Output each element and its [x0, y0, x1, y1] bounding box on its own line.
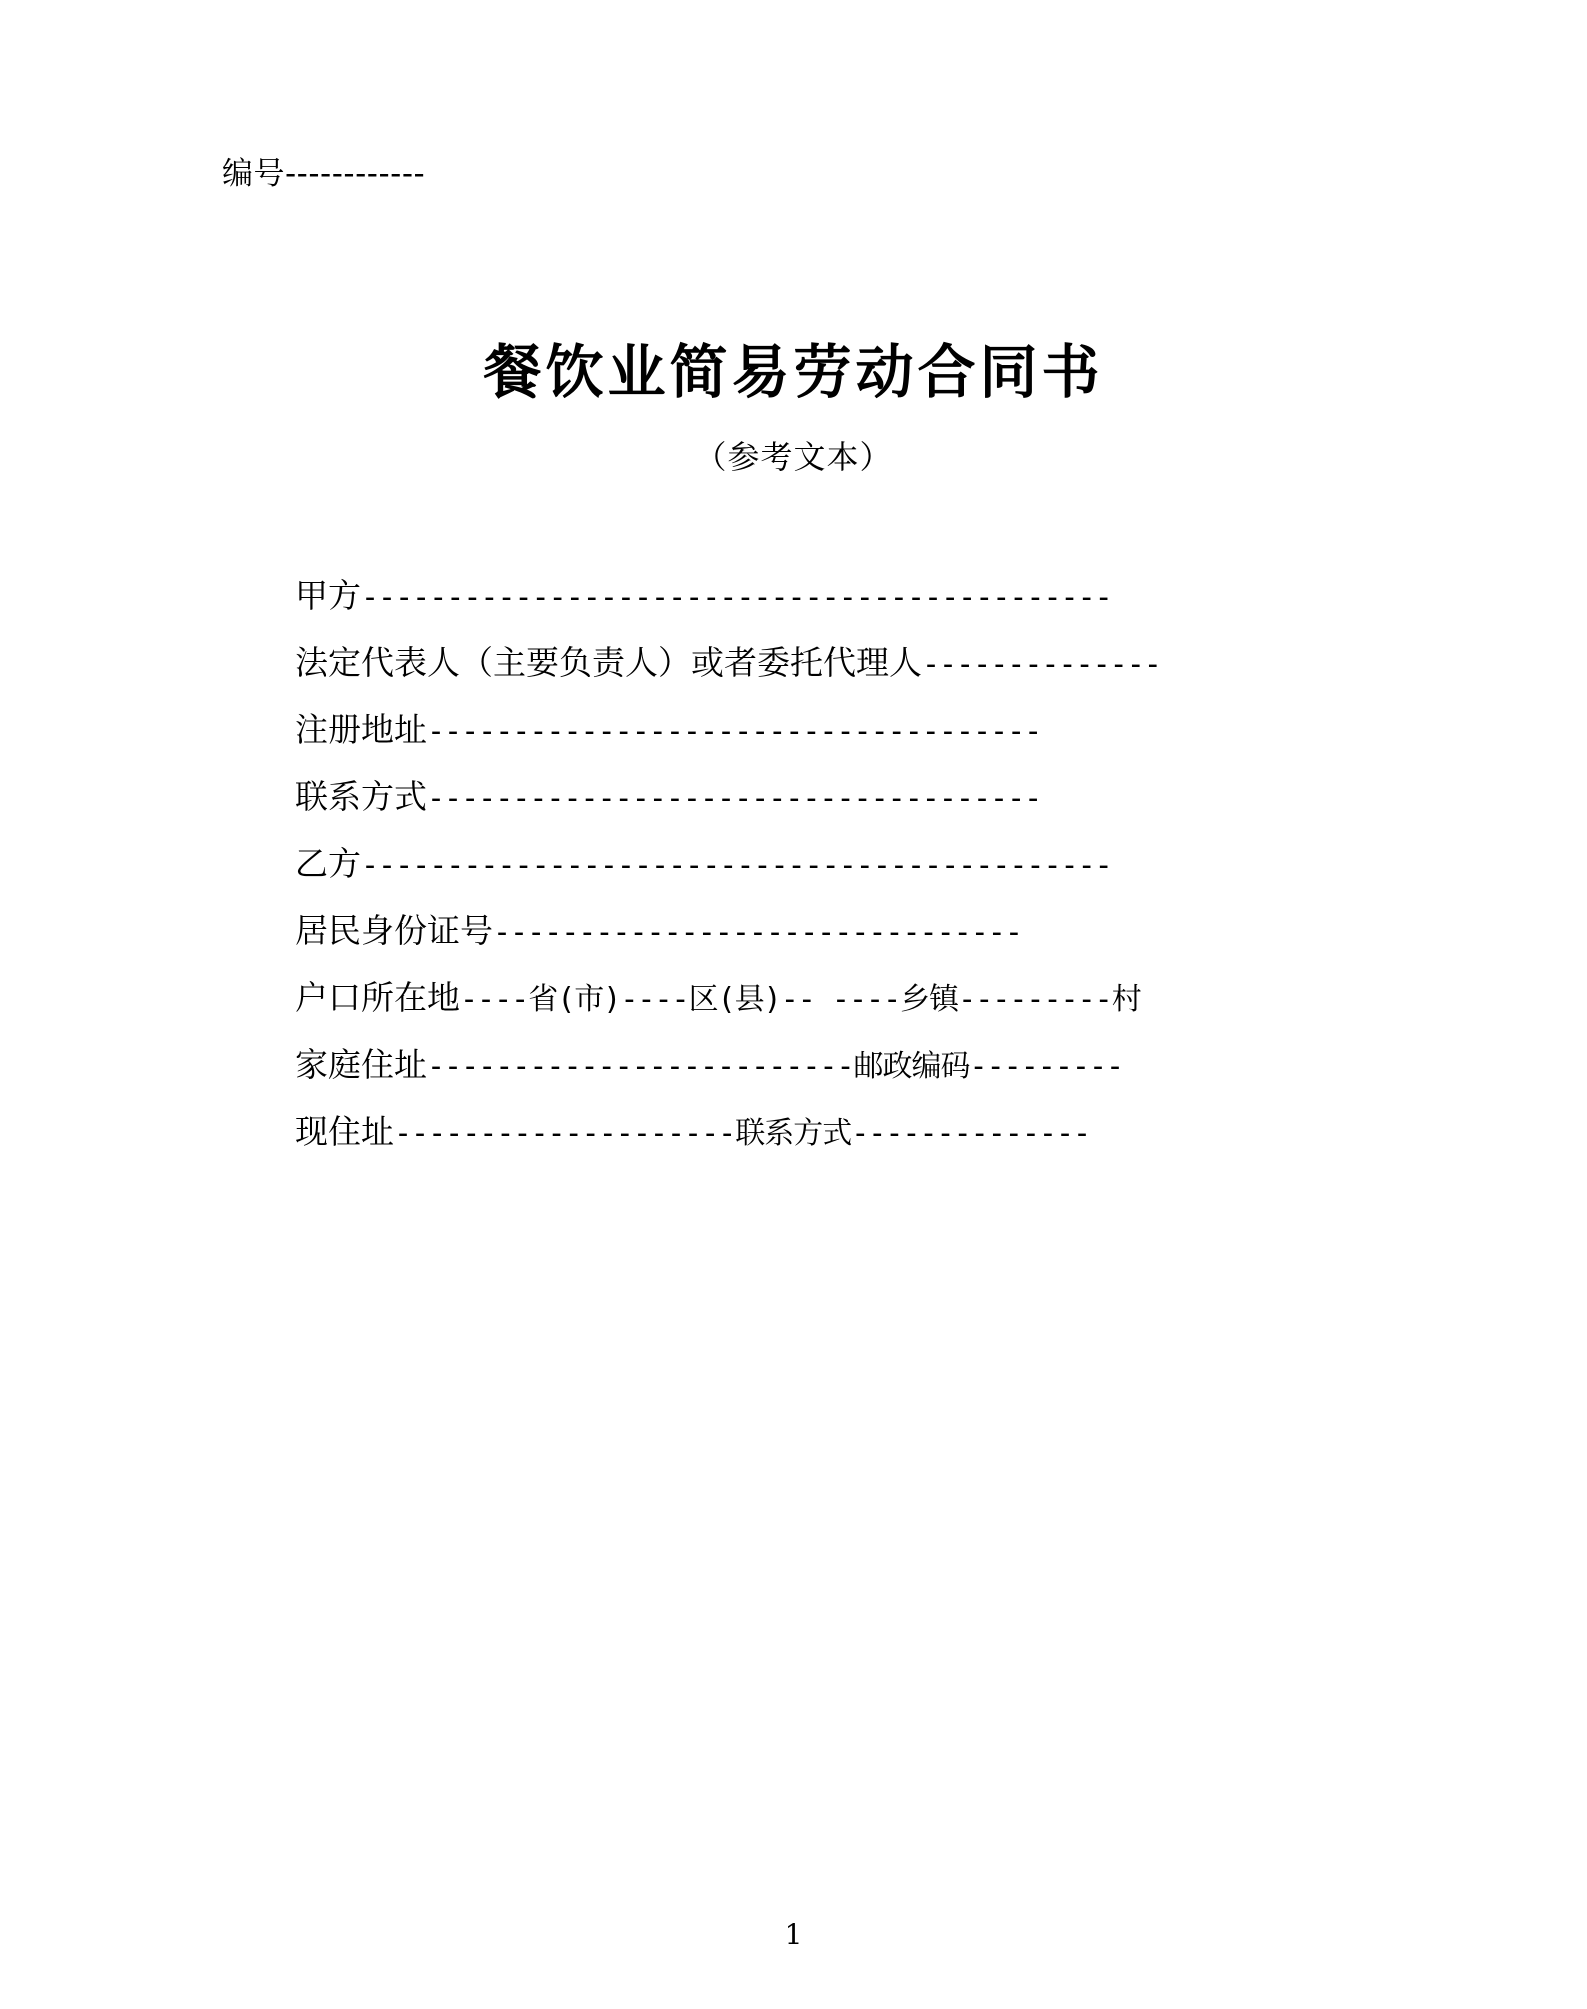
field-blank: --------------	[922, 647, 1161, 682]
page-title: 餐饮业简易劳动合同书	[483, 338, 1104, 406]
field-row	[295, 696, 1335, 763]
field-blank: ------------------------------------	[427, 781, 1042, 816]
page-subtitle: （参考文本）	[694, 438, 893, 476]
field-row	[295, 1098, 1335, 1165]
field-label: 户口所在地	[295, 978, 460, 1017]
field-label: 注册地址	[295, 710, 427, 749]
field-label: 乙方	[295, 844, 361, 883]
field-row	[295, 763, 1335, 830]
document-number: 编号------------	[222, 156, 426, 192]
field-blank: -------------------------邮政编码---------	[427, 1049, 1124, 1084]
field-row	[295, 964, 1335, 1031]
field-blank: --------------------------------------------	[361, 580, 1112, 615]
field-row	[295, 897, 1335, 964]
field-row	[295, 830, 1335, 897]
field-label: 居民身份证号	[295, 911, 493, 950]
field-blank: --------------------------------------------	[361, 848, 1112, 883]
field-row	[295, 562, 1335, 629]
field-label: 现住址	[295, 1112, 394, 1151]
page-number: 1	[784, 1918, 803, 1951]
field-blank: ------------------------------------	[427, 714, 1042, 749]
field-blank: --------------------联系方式--------------	[394, 1116, 1091, 1151]
field-row	[295, 1031, 1335, 1098]
party-fields	[295, 562, 1335, 1165]
field-row	[295, 629, 1335, 696]
field-blank: -------------------------------	[493, 915, 1022, 950]
field-label: 家庭住址	[295, 1045, 427, 1084]
field-label: 甲方	[295, 576, 361, 615]
field-label: 法定代表人（主要负责人）或者委托代理人	[295, 643, 922, 682]
field-label: 联系方式	[295, 777, 427, 816]
field-blank: ----省(市)----区(县)-- ----乡镇---------村	[460, 982, 1141, 1017]
